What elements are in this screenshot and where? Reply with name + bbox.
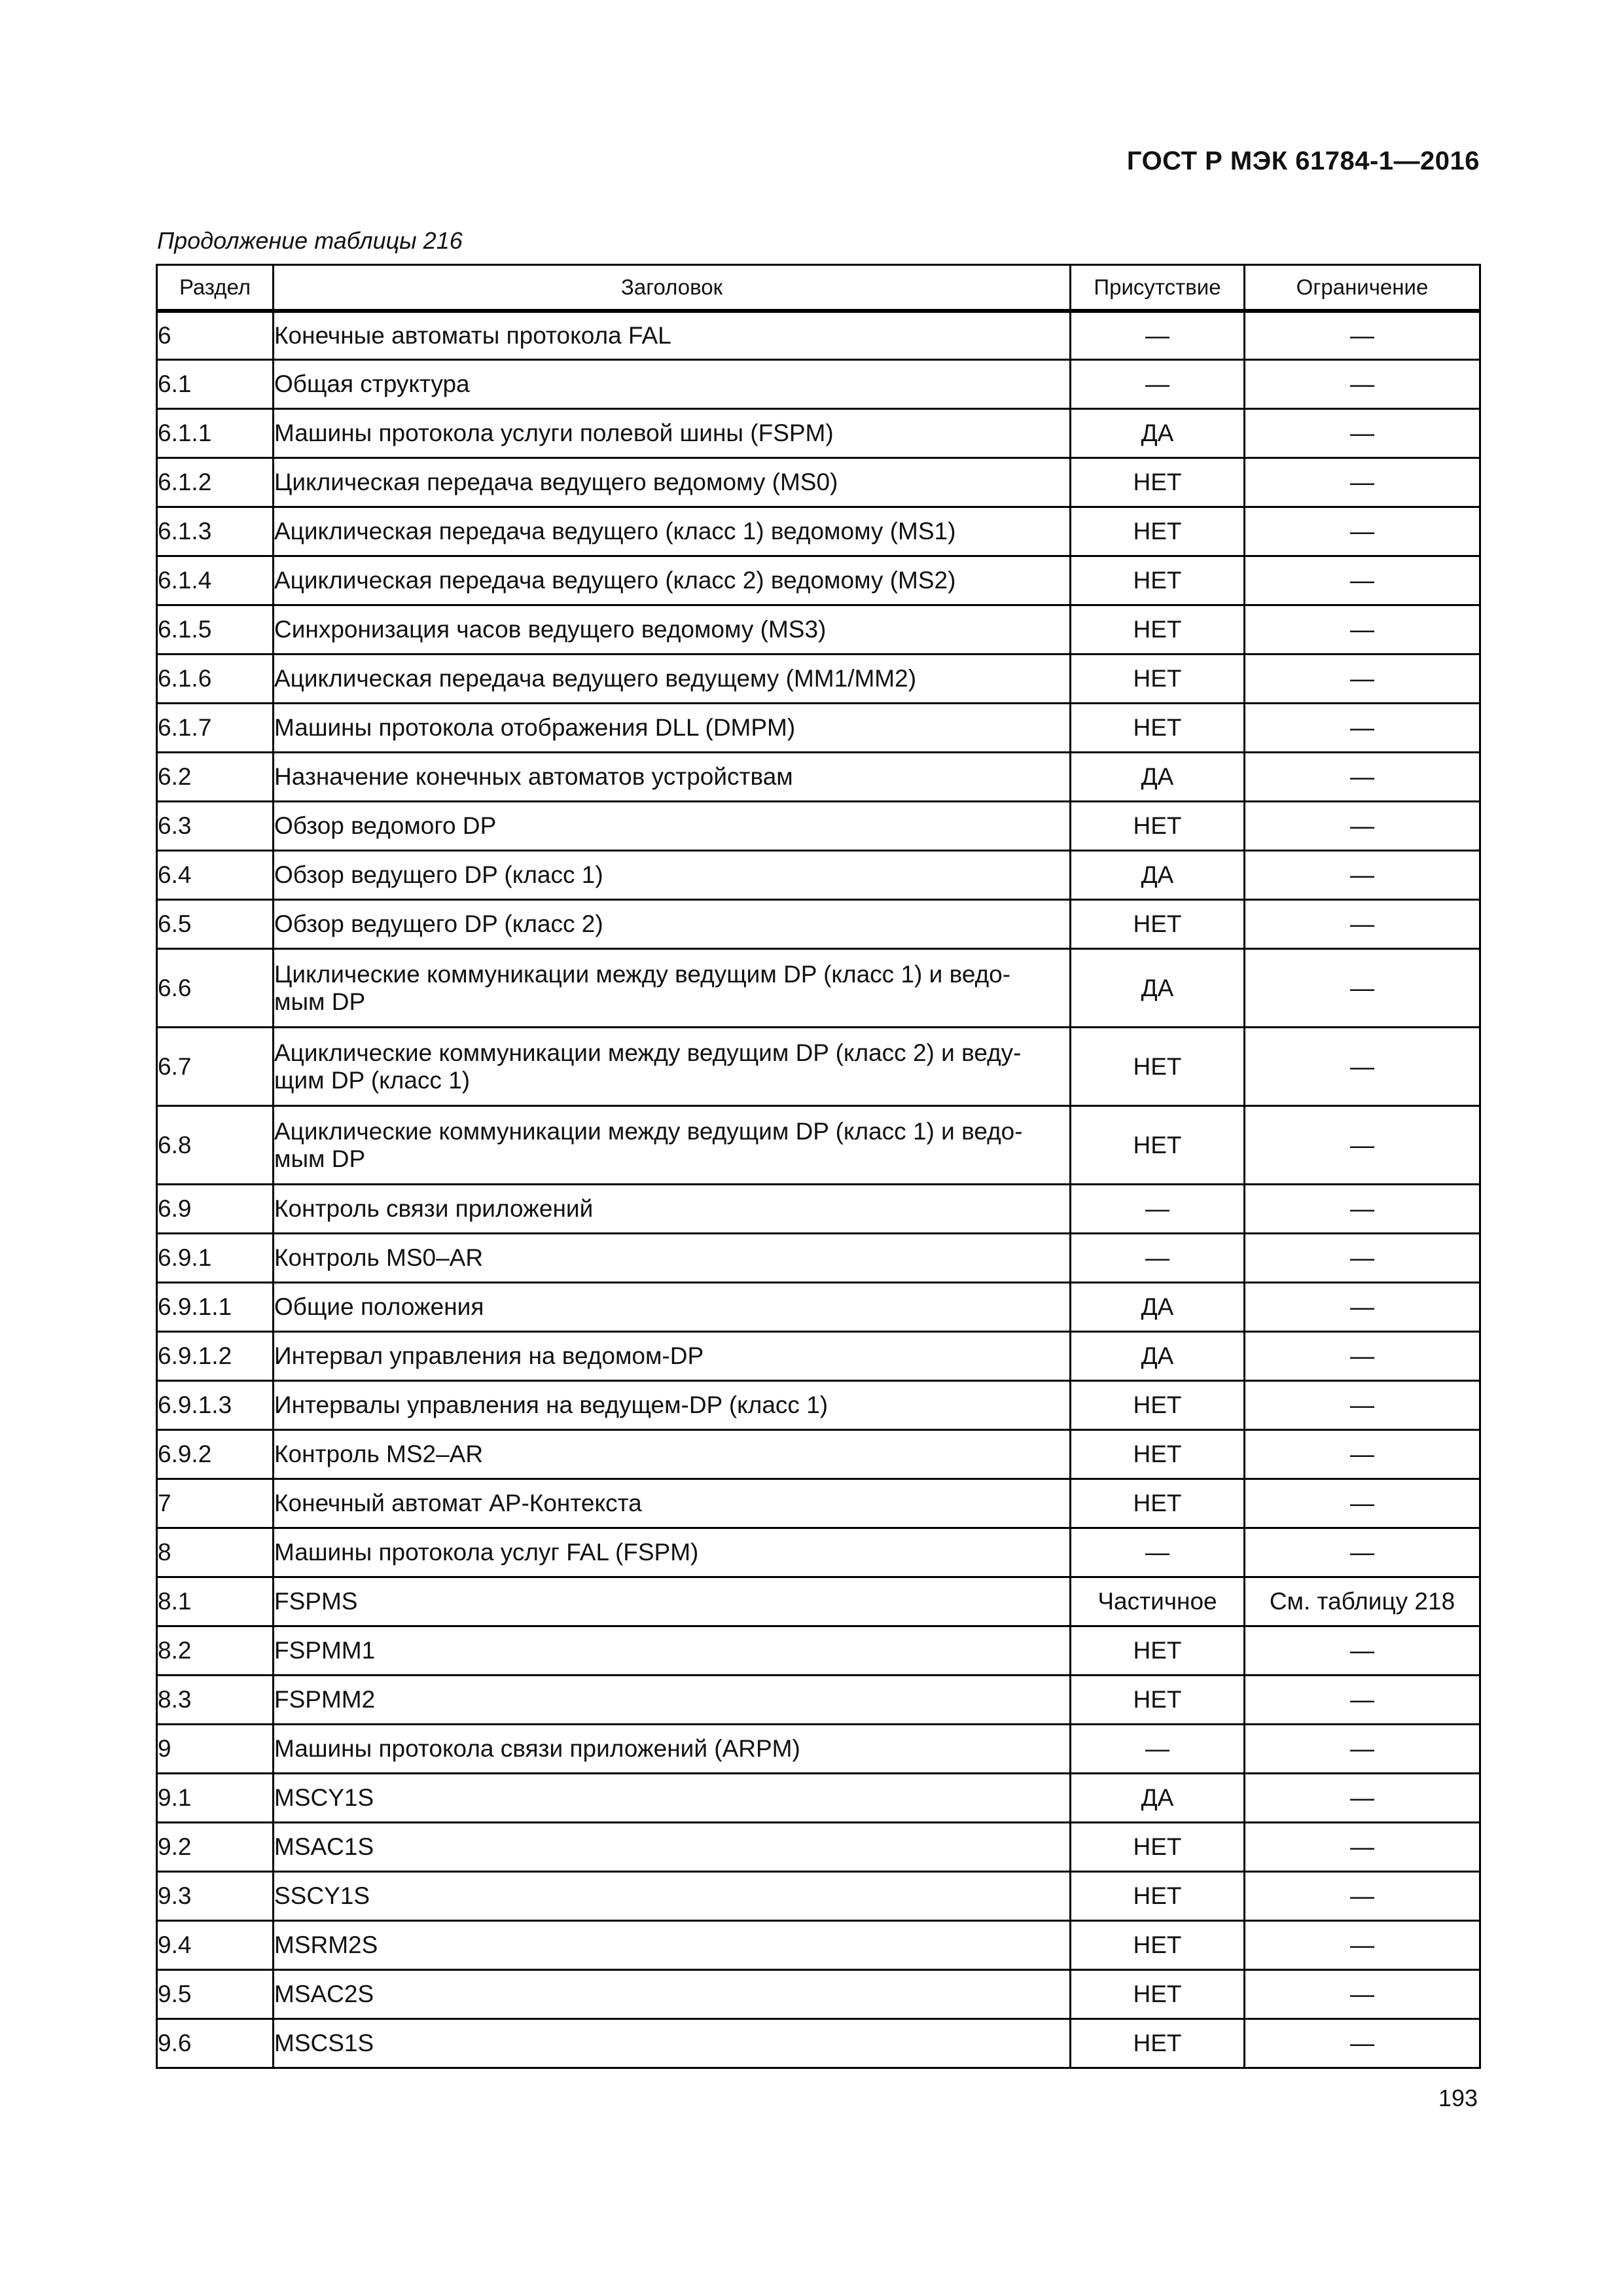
cell-presence: НЕТ xyxy=(1071,507,1245,556)
table-row xyxy=(157,1774,1480,1823)
cell-section: 6.1.6 xyxy=(157,655,274,704)
table-row xyxy=(157,311,1480,360)
cell-section: 8.2 xyxy=(157,1626,274,1676)
cell-limitation: — xyxy=(1245,949,1480,1028)
cell-section: 6.1.2 xyxy=(157,458,274,507)
cell-title: Контроль MS2–AR xyxy=(274,1430,1071,1479)
column-header-limitation: Ограничение xyxy=(1245,265,1480,311)
table-row xyxy=(157,2019,1480,2068)
cell-presence: НЕТ xyxy=(1071,1479,1245,1528)
cell-presence: НЕТ xyxy=(1071,704,1245,753)
cell-limitation: — xyxy=(1245,1106,1480,1185)
cell-presence: — xyxy=(1071,1234,1245,1283)
cell-presence: ДА xyxy=(1071,1332,1245,1381)
cell-limitation: — xyxy=(1245,1528,1480,1577)
cell-presence: НЕТ xyxy=(1071,1626,1245,1676)
cell-section: 6.1.3 xyxy=(157,507,274,556)
cell-limitation: — xyxy=(1245,1332,1480,1381)
cell-title xyxy=(274,1028,1071,1106)
cell-limitation: — xyxy=(1245,1283,1480,1332)
cell-title: MSCS1S xyxy=(274,2019,1071,2068)
cell-section: 6.1.5 xyxy=(157,605,274,655)
cell-presence: НЕТ xyxy=(1071,605,1245,655)
cell-limitation: — xyxy=(1245,1921,1480,1970)
cell-limitation: — xyxy=(1245,2019,1480,2068)
cell-section: 6.9.2 xyxy=(157,1430,274,1479)
cell-presence: НЕТ xyxy=(1071,900,1245,949)
cell-section: 6.6 xyxy=(157,949,274,1028)
cell-title: MSAC2S xyxy=(274,1970,1071,2019)
cell-section: 9.1 xyxy=(157,1774,274,1823)
cell-limitation: — xyxy=(1245,1970,1480,2019)
table-row xyxy=(157,360,1480,409)
cell-presence: НЕТ xyxy=(1071,1921,1245,1970)
cell-presence: — xyxy=(1071,360,1245,409)
cell-presence: НЕТ xyxy=(1071,1430,1245,1479)
cell-limitation: — xyxy=(1245,458,1480,507)
table-row xyxy=(157,1970,1480,2019)
cell-limitation: — xyxy=(1245,1676,1480,1725)
standard-id: ГОСТ Р МЭК 61784-1—2016 xyxy=(1126,147,1480,175)
table-row xyxy=(157,1028,1480,1106)
cell-section: 6.1.1 xyxy=(157,409,274,458)
cell-title: Синхронизация часов ведущего ведомому (MS3) xyxy=(274,605,1071,655)
cell-section: 9 xyxy=(157,1725,274,1774)
cell-presence: НЕТ xyxy=(1071,1823,1245,1872)
cell-presence: НЕТ xyxy=(1071,556,1245,605)
cell-section: 6.4 xyxy=(157,851,274,900)
cell-presence: НЕТ xyxy=(1071,655,1245,704)
cell-presence: Частичное xyxy=(1071,1577,1245,1626)
table-row xyxy=(157,1234,1480,1283)
cell-section: 9.4 xyxy=(157,1921,274,1970)
cell-section: 6.9 xyxy=(157,1185,274,1234)
cell-title xyxy=(274,949,1071,1028)
cell-title-line: мым DP xyxy=(274,988,366,1015)
cell-limitation: — xyxy=(1245,753,1480,802)
cell-section: 6.1 xyxy=(157,360,274,409)
cell-title-line: мым DP xyxy=(274,1145,366,1172)
cell-limitation: — xyxy=(1245,655,1480,704)
cell-presence: ДА xyxy=(1071,1774,1245,1823)
table-row xyxy=(157,900,1480,949)
cell-title xyxy=(274,1106,1071,1185)
cell-limitation: — xyxy=(1245,704,1480,753)
cell-section: 6.9.1 xyxy=(157,1234,274,1283)
table-row xyxy=(157,1381,1480,1430)
cell-title: Интервал управления на ведомом-DP xyxy=(274,1332,1071,1381)
cell-title-line: Циклические коммуникации между ведущим DP (класс 1) и ведо- xyxy=(274,960,1011,988)
cell-title: Контроль MS0–AR xyxy=(274,1234,1071,1283)
cell-limitation: — xyxy=(1245,1872,1480,1921)
cell-section: 6.5 xyxy=(157,900,274,949)
cell-title-line: Ациклические коммуникации между ведущим DP (класс 1) и ведо- xyxy=(274,1117,1023,1145)
cell-title: Контроль связи приложений xyxy=(274,1185,1071,1234)
cell-section: 6.9.1.1 xyxy=(157,1283,274,1332)
cell-section: 6.8 xyxy=(157,1106,274,1185)
cell-presence: ДА xyxy=(1071,409,1245,458)
cell-title-line: Ациклические коммуникации между ведущим DP (класс 2) и веду- xyxy=(274,1039,1022,1066)
table-row xyxy=(157,753,1480,802)
table-row xyxy=(157,1430,1480,1479)
column-header-title: Заголовок xyxy=(274,265,1071,311)
table-row xyxy=(157,507,1480,556)
table-header-row xyxy=(157,265,1480,311)
cell-title: Назначение конечных автоматов устройствам xyxy=(274,753,1071,802)
cell-title: FSPMM2 xyxy=(274,1676,1071,1725)
cell-section: 8.3 xyxy=(157,1676,274,1725)
cell-limitation: — xyxy=(1245,556,1480,605)
cell-limitation: — xyxy=(1245,360,1480,409)
table-row xyxy=(157,1577,1480,1626)
cell-title: Конечный автомат AP-Контекста xyxy=(274,1479,1071,1528)
cell-section: 6 xyxy=(157,311,274,360)
cell-limitation: — xyxy=(1245,1430,1480,1479)
cell-title: Машины протокола услуг FAL (FSPM) xyxy=(274,1528,1071,1577)
cell-limitation: — xyxy=(1245,1479,1480,1528)
cell-limitation: — xyxy=(1245,1823,1480,1872)
cell-section: 6.1.4 xyxy=(157,556,274,605)
cell-presence: НЕТ xyxy=(1071,1970,1245,2019)
cell-limitation: — xyxy=(1245,1028,1480,1106)
table-row xyxy=(157,556,1480,605)
cell-presence: ДА xyxy=(1071,851,1245,900)
cell-limitation: — xyxy=(1245,1381,1480,1430)
cell-presence: НЕТ xyxy=(1071,1106,1245,1185)
table-row xyxy=(157,458,1480,507)
cell-limitation: — xyxy=(1245,1774,1480,1823)
table-row xyxy=(157,851,1480,900)
cell-section: 8.1 xyxy=(157,1577,274,1626)
table-row xyxy=(157,1185,1480,1234)
cell-section: 9.6 xyxy=(157,2019,274,2068)
page-number: 193 xyxy=(1438,2085,1478,2111)
cell-presence: НЕТ xyxy=(1071,1381,1245,1430)
cell-presence: — xyxy=(1071,1528,1245,1577)
cell-presence: ДА xyxy=(1071,949,1245,1028)
cell-title: Машины протокола отображения DLL (DMPM) xyxy=(274,704,1071,753)
cell-limitation: — xyxy=(1245,507,1480,556)
cell-presence: ДА xyxy=(1071,1283,1245,1332)
cell-limitation: — xyxy=(1245,1725,1480,1774)
cell-limitation: См. таблицу 218 xyxy=(1245,1577,1480,1626)
cell-title: Ациклическая передача ведущего ведущему (MM1/MM2) xyxy=(274,655,1071,704)
cell-section: 9.2 xyxy=(157,1823,274,1872)
cell-presence: — xyxy=(1071,1185,1245,1234)
table-row xyxy=(157,605,1480,655)
cell-limitation: — xyxy=(1245,1234,1480,1283)
table-row xyxy=(157,1921,1480,1970)
cell-title: MSAC1S xyxy=(274,1823,1071,1872)
cell-title: FSPMM1 xyxy=(274,1626,1071,1676)
cell-presence: НЕТ xyxy=(1071,458,1245,507)
table-row xyxy=(157,1626,1480,1676)
cell-title: Конечные автоматы протокола FAL xyxy=(274,311,1071,360)
cell-title: MSCY1S xyxy=(274,1774,1071,1823)
table-row xyxy=(157,949,1480,1028)
table-row xyxy=(157,409,1480,458)
cell-presence: НЕТ xyxy=(1071,1676,1245,1725)
cell-title: Общие положения xyxy=(274,1283,1071,1332)
table-row xyxy=(157,704,1480,753)
cell-title: FSPMS xyxy=(274,1577,1071,1626)
cell-title-line: щим DP (класс 1) xyxy=(274,1066,471,1094)
table-row xyxy=(157,1676,1480,1725)
cell-limitation: — xyxy=(1245,1185,1480,1234)
table-row xyxy=(157,1872,1480,1921)
cell-title: Машины протокола услуги полевой шины (FSPM) xyxy=(274,409,1071,458)
cell-title: Обзор ведущего DP (класс 1) xyxy=(274,851,1071,900)
cell-section: 9.3 xyxy=(157,1872,274,1921)
cell-title: Циклическая передача ведущего ведомому (MS0) xyxy=(274,458,1071,507)
table-row xyxy=(157,1283,1480,1332)
cell-title: Машины протокола связи приложений (ARPM) xyxy=(274,1725,1071,1774)
cell-title: Интервалы управления на ведущем-DP (класс 1) xyxy=(274,1381,1071,1430)
cell-limitation: — xyxy=(1245,311,1480,360)
cell-section: 6.2 xyxy=(157,753,274,802)
cell-title: Ациклическая передача ведущего (класс 2) ведомому (MS2) xyxy=(274,556,1071,605)
cell-title: Ациклическая передача ведущего (класс 1) ведомому (MS1) xyxy=(274,507,1071,556)
cell-limitation: — xyxy=(1245,802,1480,851)
table-body xyxy=(157,311,1480,2068)
cell-presence: — xyxy=(1071,311,1245,360)
cell-presence: НЕТ xyxy=(1071,2019,1245,2068)
cell-limitation: — xyxy=(1245,409,1480,458)
cell-section: 8 xyxy=(157,1528,274,1577)
table-row xyxy=(157,1332,1480,1381)
cell-limitation: — xyxy=(1245,605,1480,655)
cell-limitation: — xyxy=(1245,1626,1480,1676)
cell-presence: ДА xyxy=(1071,753,1245,802)
column-header-section: Раздел xyxy=(157,265,274,311)
profile-table xyxy=(156,264,1481,2069)
cell-title: SSCY1S xyxy=(274,1872,1071,1921)
table-row xyxy=(157,1106,1480,1185)
cell-section: 9.5 xyxy=(157,1970,274,2019)
column-header-presence: Присутствие xyxy=(1071,265,1245,311)
cell-presence: НЕТ xyxy=(1071,802,1245,851)
table-row xyxy=(157,1725,1480,1774)
cell-presence: НЕТ xyxy=(1071,1872,1245,1921)
cell-section: 6.9.1.3 xyxy=(157,1381,274,1430)
cell-title: Обзор ведущего DP (класс 2) xyxy=(274,900,1071,949)
cell-presence: — xyxy=(1071,1725,1245,1774)
table-row xyxy=(157,802,1480,851)
cell-section: 6.1.7 xyxy=(157,704,274,753)
cell-section: 7 xyxy=(157,1479,274,1528)
cell-section: 6.3 xyxy=(157,802,274,851)
cell-title: MSRM2S xyxy=(274,1921,1071,1970)
table-row xyxy=(157,1479,1480,1528)
table-row xyxy=(157,655,1480,704)
cell-section: 6.9.1.2 xyxy=(157,1332,274,1381)
cell-title: Обзор ведомого DP xyxy=(274,802,1071,851)
cell-limitation: — xyxy=(1245,900,1480,949)
table-caption: Продолжение таблицы 216 xyxy=(157,227,463,254)
cell-limitation: — xyxy=(1245,851,1480,900)
table-row xyxy=(157,1528,1480,1577)
cell-section: 6.7 xyxy=(157,1028,274,1106)
cell-title: Общая структура xyxy=(274,360,1071,409)
table-row xyxy=(157,1823,1480,1872)
cell-presence: НЕТ xyxy=(1071,1028,1245,1106)
